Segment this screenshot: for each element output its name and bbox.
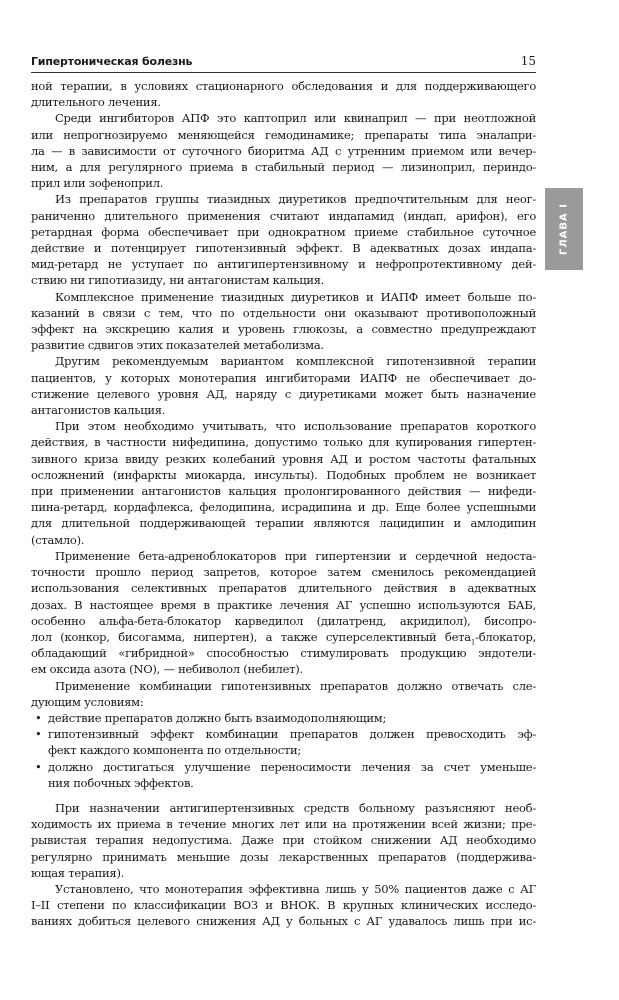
- text-line: Другим рекомендуемым вариантом комплексной гипотензивной терапии: [55, 354, 536, 369]
- text-line: использования селективных препаратов длительного действия в адекватных: [31, 581, 536, 596]
- text-line: Применение бета-адреноблокаторов при гипертензии и сердечной недоста-: [55, 548, 536, 563]
- text-line: [31, 629, 536, 645]
- text-line: Из препаратов группы тиазидных диуретиков предпочтительным для неог-: [55, 192, 536, 207]
- bullet-item: [31, 726, 536, 742]
- text-line: дующим условиям:: [31, 694, 144, 709]
- text-line: регулярно принимать меньшие дозы лекарственных препаратов (поддержива-: [31, 849, 536, 864]
- bullet-text: гипотензивный эффект комбинации препаратов должен превосходить эф-: [48, 727, 536, 742]
- running-header-title: Гипертоническая болезнь: [31, 55, 193, 68]
- paragraph-gap: [31, 791, 536, 800]
- text-line: длительного лечения.: [31, 95, 161, 110]
- text-line: эффект на экскрецию калия и уровень глюкозы, а совместно предупреждают: [31, 322, 536, 337]
- bullet-continuation: ния побочных эффектов.: [48, 775, 194, 790]
- text-line: развитие сдвигов этих показателей метаболизма.: [31, 338, 324, 353]
- text-line: пина-ретард, кордафлекса, фелодипина, исрадипина и др. Еще более успешными: [31, 500, 536, 515]
- header-divider: [31, 72, 536, 73]
- text-line: или непрогнозируемо меняющейся гемодинамике; препараты типа эналапри-: [31, 127, 536, 142]
- text-line: Установлено, что монотерапия эффективна лишь у 50% пациентов даже с АГ: [55, 881, 536, 896]
- text-line: ствию ни гипотиазиду, ни антагонистам кальция.: [31, 273, 325, 288]
- bullet-icon: •: [35, 710, 42, 725]
- text-line: ющая терапия).: [31, 865, 125, 880]
- text-line: мид-ретард не уступает по антигипертензивному и нефропротективному дей-: [31, 257, 536, 272]
- text-line: При назначении антигипертензивных средств больному разъясняют необ-: [55, 800, 536, 815]
- text-line: ной терапии, в условиях стационарного обследования и для поддерживающего: [31, 79, 536, 93]
- bullet-text: должно достигаться улучшение переносимости лечения за счет уменьше-: [48, 759, 536, 774]
- text-fragment: лол (конкор, бисогамма, нипертен), а также суперселективный бета: [31, 629, 471, 644]
- text-line: точности прошло период запретов, которое затем сменилось рекомендацией: [31, 565, 536, 580]
- text-line: Среди ингибиторов АПФ это каптоприл или квинаприл — при неотложной: [55, 111, 536, 126]
- bullet-item: [31, 759, 536, 775]
- text-line: антагонистов кальция.: [31, 403, 166, 418]
- page-number: 15: [520, 54, 536, 68]
- text-line: прил или зофеноприл.: [31, 176, 164, 191]
- text-line: раниченно длительного применения считают индапамид (индап, арифон), его: [31, 208, 536, 223]
- running-header: [31, 55, 536, 73]
- text-line: действия, в частности нифедипина, допустимо только для купирования гипертен-: [31, 435, 536, 450]
- text-line: ходимость их приема в течение многих лет или на протяжении всей жизни; пре-: [31, 817, 536, 832]
- text-line: действие и потенцирует гипотензивный эффект. В адекватных дозах индапа-: [31, 241, 536, 256]
- text-line: ретардная форма обеспечивает при однократном приеме стабильное суточное: [31, 224, 536, 239]
- text-line: ем оксида азота (NO), — небиволол (небилет).: [31, 662, 303, 677]
- text-line: казаний в связи с тем, что по отдельности они оказывают противоположный: [31, 305, 536, 320]
- text-line: Комплексное применение тиазидных диуретиков и ИАПФ имеет больше по-: [55, 289, 536, 304]
- text-line: ла — в зависимости от суточного биоритма АД с утренним приемом или вечер-: [31, 143, 536, 158]
- text-line: Применение комбинации гипотензивных препаратов должно отвечать сле-: [55, 678, 536, 693]
- bullet-item: [31, 710, 536, 726]
- text-line: осложнений (инфаркты миокарда, инсульты). Подобных проблем не возникает: [31, 467, 536, 482]
- bullet-text: действие препаратов должно быть взаимодополняющим;: [48, 710, 387, 725]
- text-line: При этом необходимо учитывать, что использование препаратов короткого: [55, 419, 536, 434]
- text-line: рывистая терапия недопустима. Даже при стойком снижении АД необходимо: [31, 833, 536, 848]
- text-line: стижение целевого уровня АД, наряду с диуретиками может быть назначение: [31, 386, 536, 401]
- text-line: ним, а для регулярного приема в стабильный период — лизиноприл, периндо-: [31, 160, 536, 175]
- text-line: особенно альфа-бета-блокатор карведилол (дилатренд, акридилол), бисопро-: [31, 613, 536, 628]
- chapter-tab-label: ГЛАВА I: [558, 203, 570, 255]
- text-line: при применении антагонистов кальция пролонгированного действия — нифеди-: [31, 484, 536, 499]
- text-line: пациентов, у которых монотерапия ингибиторами ИАПФ не обеспечивает до-: [31, 370, 536, 385]
- subscript: 1: [470, 638, 476, 646]
- page-body: [31, 78, 536, 930]
- text-line: для длительной поддерживающей терапии являются лацидипин и амлодипин: [31, 516, 536, 531]
- text-line: I–II степени по классификации ВОЗ и ВНОК. В крупных клинических исследо-: [31, 898, 536, 913]
- text-line: обладающий «гибридной» способностью стимулировать продукцию эндотели-: [31, 646, 536, 661]
- text-line: зивного криза ввиду резких колебаний уровня АД и ростом частоты фатальных: [31, 451, 536, 466]
- text-line: дозах. В настоящее время в практике лечения АГ успешно используются БАБ,: [31, 597, 536, 612]
- text-fragment: -блокатор,: [475, 629, 536, 644]
- bullet-continuation: фект каждого компонента по отдельности;: [48, 743, 302, 758]
- text-line: (стамло).: [31, 532, 85, 547]
- bullet-icon: •: [35, 759, 42, 774]
- bullet-icon: •: [35, 727, 42, 742]
- text-line: ваниях добиться целевого снижения АД у больных с АГ удавалось лишь при ис-: [31, 914, 536, 929]
- chapter-tab: [545, 188, 583, 270]
